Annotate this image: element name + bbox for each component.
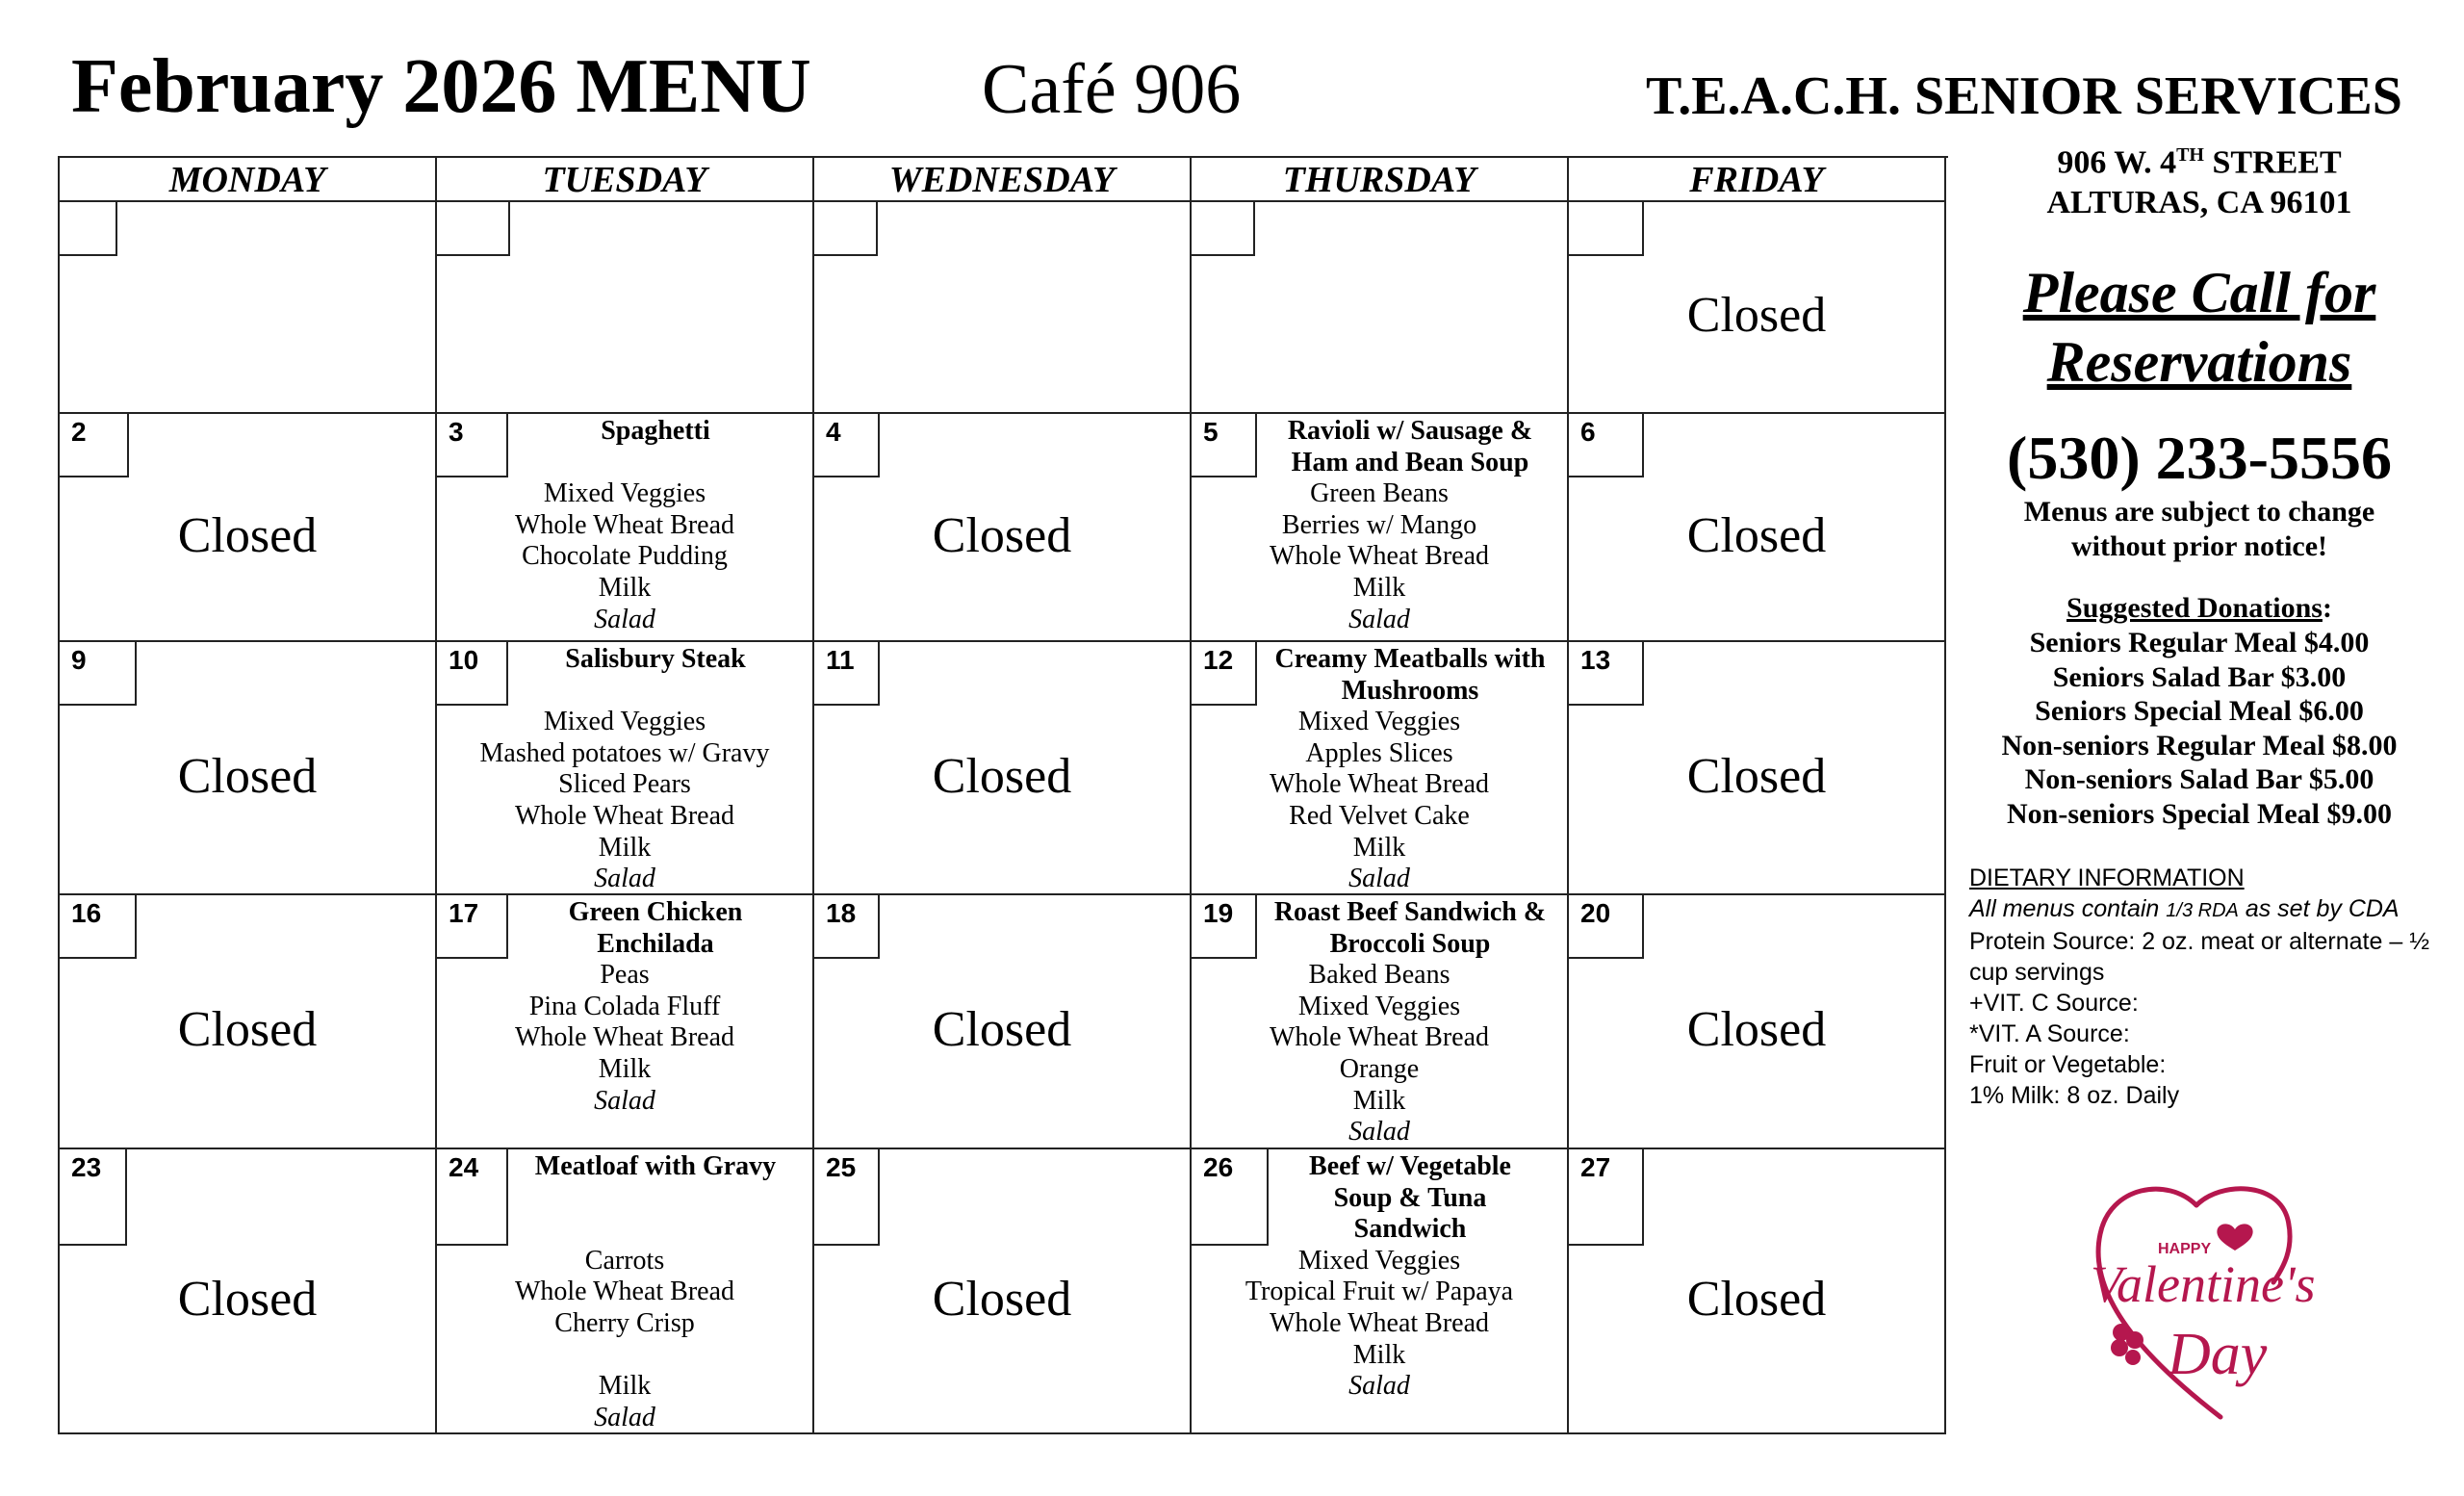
- menu-item: [437, 1340, 812, 1372]
- menu-item: Milk: [598, 1053, 652, 1084]
- day-header-3: THURSDAY: [1192, 158, 1569, 202]
- menu-item: [437, 448, 812, 479]
- main-dish: Spaghetti: [601, 416, 710, 446]
- date-number: 25: [814, 1149, 880, 1246]
- date-number: 20: [1569, 895, 1644, 959]
- date-number: 18: [814, 895, 880, 959]
- meal-menu: [1192, 1151, 1567, 1403]
- closed-label: Closed: [177, 1272, 318, 1327]
- cafe-name: Café 906: [982, 50, 1242, 129]
- menu-item: [437, 1214, 812, 1246]
- day-cell: [437, 642, 814, 895]
- date-number: 17: [437, 895, 508, 959]
- dietary-line: Protein Source: 2 oz. meat or alternate – ½ cup servings: [1969, 928, 2430, 986]
- donation-item: Non-seniors Regular Meal $8.00: [2001, 729, 2398, 761]
- menu-item: Cherry Crisp: [554, 1307, 695, 1338]
- menu-item: Mixed Veggies: [543, 707, 706, 737]
- closed-label: Closed: [1686, 288, 1827, 343]
- day-cell: [814, 414, 1192, 642]
- meal-menu: [437, 1151, 812, 1433]
- donation-item: Seniors Salad Bar $3.00: [2052, 660, 2347, 693]
- meal-menu: [437, 416, 812, 635]
- day-cell: [1192, 642, 1569, 895]
- menu-item: Red Velvet Cake: [1289, 800, 1470, 831]
- phone-number: (530) 233-5556: [2007, 424, 2392, 492]
- dietary-line: 1% Milk: 8 oz. Daily: [1969, 1082, 2180, 1109]
- closed-label: Closed: [932, 749, 1072, 804]
- main-dish: Meatloaf with Gravy: [534, 1151, 777, 1181]
- closed-label: Closed: [177, 508, 318, 563]
- menu-item: Chocolate Pudding: [522, 541, 728, 572]
- date-number: 3: [437, 414, 508, 477]
- date-number: 24: [437, 1149, 508, 1246]
- meal-menu: [437, 897, 812, 1117]
- date-number: 19: [1192, 895, 1257, 959]
- day-cell: [814, 202, 1192, 414]
- closed-label: Closed: [1686, 508, 1827, 563]
- date-number: [1192, 202, 1255, 256]
- date-number: 26: [1192, 1149, 1269, 1246]
- menu-item: Sliced Pears: [558, 769, 691, 800]
- day-cell: [814, 1149, 1192, 1434]
- main-dish: Ham and Bean Soup: [1291, 447, 1529, 477]
- menu-item: Mixed Veggies: [1297, 991, 1461, 1021]
- organization-name: T.E.A.C.H. SENIOR SERVICES: [1646, 66, 2402, 126]
- day-cell: [1569, 895, 1946, 1149]
- main-dish: Soup & Tuna: [1333, 1182, 1487, 1213]
- day-header-4: FRIDAY: [1569, 158, 1946, 202]
- main-dish: Broccoli Soup: [1329, 928, 1491, 959]
- date-number: 6: [1569, 414, 1644, 477]
- meal-menu: [1192, 897, 1567, 1148]
- closed-label: Closed: [1686, 1002, 1827, 1057]
- date-number: [1569, 202, 1644, 256]
- date-number: 4: [814, 414, 880, 477]
- date-number: 12: [1192, 642, 1257, 706]
- day-cell: [437, 414, 814, 642]
- menu-item: Whole Wheat Bread: [514, 1277, 735, 1307]
- date-number: 11: [814, 642, 880, 706]
- menu-item: Pina Colada Fluff: [528, 991, 721, 1021]
- date-number: [60, 202, 117, 256]
- closed-label: Closed: [932, 508, 1072, 563]
- day-header-1: TUESDAY: [437, 158, 814, 202]
- menu-item: Orange: [1339, 1053, 1420, 1084]
- menu-item: Salad: [594, 1085, 655, 1116]
- logo-day-text: Day: [2168, 1322, 2268, 1387]
- day-header-2: WEDNESDAY: [814, 158, 1192, 202]
- menu-title: February 2026 MENU: [71, 44, 811, 129]
- menu-item: Salad: [1348, 1117, 1410, 1148]
- menu-item: Milk: [1352, 572, 1406, 603]
- address-line-1: 906 W. 4TH STREET: [2057, 144, 2342, 181]
- valentines-day-logo: [2052, 1176, 2360, 1427]
- closed-label: Closed: [177, 1002, 318, 1057]
- menu-item: Apples Slices: [1305, 737, 1453, 768]
- date-number: 9: [60, 642, 137, 706]
- day-cell: [60, 642, 437, 895]
- menu-item: [437, 1183, 812, 1215]
- date-number: [814, 202, 878, 256]
- main-dish: Ravioli w/ Sausage &: [1287, 416, 1533, 446]
- day-cell: [60, 1149, 437, 1434]
- menu-item: Milk: [598, 572, 652, 603]
- flower-icon: [2111, 1324, 2143, 1365]
- menu-item: Milk: [1352, 1085, 1406, 1116]
- menu-item: Salad: [1348, 1371, 1410, 1402]
- day-cell: [437, 202, 814, 414]
- menu-item: Berries w/ Mango: [1281, 509, 1477, 540]
- main-dish: Roast Beef Sandwich &: [1273, 897, 1547, 927]
- menu-item: Mixed Veggies: [543, 478, 706, 509]
- day-cell: [814, 895, 1192, 1149]
- menu-item: Salad: [594, 864, 655, 894]
- meal-menu: [1192, 644, 1567, 895]
- menu-item: Milk: [598, 1371, 652, 1402]
- menu-item: Milk: [1352, 832, 1406, 863]
- small-heart-icon: [2217, 1224, 2252, 1251]
- menu-item: Milk: [598, 832, 652, 863]
- menu-item: Tropical Fruit w/ Papaya: [1245, 1277, 1514, 1307]
- logo-happy-text: HAPPY: [2158, 1241, 2212, 1257]
- menu-item: Whole Wheat Bread: [1269, 541, 1490, 572]
- meal-menu: [1192, 416, 1567, 635]
- donation-item: Seniors Special Meal $6.00: [2035, 695, 2364, 728]
- day-cell: [1192, 895, 1569, 1149]
- calendar-grid: [58, 156, 1948, 1434]
- menu-item: Carrots: [584, 1245, 665, 1276]
- main-dish: Salisbury Steak: [565, 644, 746, 674]
- date-number: 10: [437, 642, 508, 706]
- address-line-2: ALTURAS, CA 96101: [2046, 185, 2352, 221]
- menu-item: Salad: [1348, 864, 1410, 894]
- main-dish: Creamy Meatballs with: [1274, 644, 1546, 674]
- main-dish: Sandwich: [1353, 1214, 1467, 1245]
- menu-item: Whole Wheat Bread: [1269, 1022, 1490, 1053]
- dietary-information: [1969, 863, 2431, 1111]
- change-notice: Menus are subject to change without prior notice!: [2023, 496, 2375, 562]
- closed-label: Closed: [1686, 1272, 1827, 1327]
- meal-menu: [437, 644, 812, 895]
- closed-label: Closed: [932, 1272, 1072, 1327]
- address: [1954, 135, 2445, 223]
- menu-item: Whole Wheat Bread: [514, 509, 735, 540]
- menu-item: Green Beans: [1310, 478, 1449, 509]
- dietary-line: Fruit or Vegetable:: [1969, 1051, 2167, 1078]
- donations-list: [1954, 626, 2445, 832]
- logo-valentines-text: Valentine's: [2091, 1255, 2316, 1313]
- closed-label: Closed: [177, 749, 318, 804]
- donations-title: Suggested Donations:: [2066, 592, 2332, 624]
- day-cell: [1192, 1149, 1569, 1434]
- menu-item: Mixed Veggies: [1297, 707, 1461, 737]
- menu-item: [437, 676, 812, 708]
- closed-label: Closed: [932, 1002, 1072, 1057]
- date-number: 23: [60, 1149, 127, 1246]
- day-cell: [1569, 202, 1946, 414]
- reservation-callout: Please Call for Reservations: [2022, 261, 2376, 394]
- day-cell: [814, 642, 1192, 895]
- day-cell: [60, 414, 437, 642]
- menu-item: Salad: [594, 604, 655, 634]
- day-cell: [1569, 642, 1946, 895]
- dietary-title: DIETARY INFORMATION: [1969, 864, 2245, 891]
- menu-item: Whole Wheat Bread: [514, 1022, 735, 1053]
- day-header-0: MONDAY: [60, 158, 437, 202]
- menu-item: Mixed Veggies: [1297, 1245, 1461, 1276]
- date-number: 13: [1569, 642, 1644, 706]
- donation-item: Non-seniors Special Meal $9.00: [2007, 797, 2392, 830]
- dietary-line: +VIT. C Source:: [1969, 990, 2139, 1017]
- date-number: [437, 202, 510, 256]
- menu-item: Milk: [1352, 1339, 1406, 1370]
- donation-item: Seniors Regular Meal $4.00: [2029, 627, 2370, 658]
- menu-item: Whole Wheat Bread: [514, 800, 735, 831]
- day-cell: [1192, 414, 1569, 642]
- donation-item: Non-seniors Salad Bar $5.00: [2024, 763, 2374, 796]
- dietary-intro: All menus contain 1/3 RDA as set by CDA: [1969, 895, 2400, 922]
- day-cell: [1569, 1149, 1946, 1434]
- menu-item: Salad: [1348, 604, 1410, 634]
- menu-item: Whole Wheat Bread: [1269, 1307, 1490, 1338]
- day-cell: [60, 202, 437, 414]
- day-cell: [437, 895, 814, 1149]
- menu-item: Baked Beans: [1308, 960, 1450, 991]
- date-number: 16: [60, 895, 137, 959]
- date-number: 5: [1192, 414, 1257, 477]
- menu-item: Salad: [594, 1402, 655, 1432]
- main-dish: Mushrooms: [1341, 675, 1479, 706]
- main-dish: Enchilada: [597, 928, 714, 959]
- dietary-line: *VIT. A Source:: [1969, 1020, 2130, 1047]
- date-number: 2: [60, 414, 129, 477]
- day-cell: [437, 1149, 814, 1434]
- day-cell: [1569, 414, 1946, 642]
- day-cell: [1192, 202, 1569, 414]
- menu-item: Whole Wheat Bread: [1269, 769, 1490, 800]
- menu-item: Mashed potatoes w/ Gravy: [479, 737, 770, 768]
- date-number: 27: [1569, 1149, 1644, 1246]
- main-dish: Green Chicken: [568, 897, 743, 927]
- closed-label: Closed: [1686, 749, 1827, 804]
- menu-item: Peas: [600, 960, 650, 991]
- day-cell: [60, 895, 437, 1149]
- main-dish: Beef w/ Vegetable: [1309, 1151, 1511, 1181]
